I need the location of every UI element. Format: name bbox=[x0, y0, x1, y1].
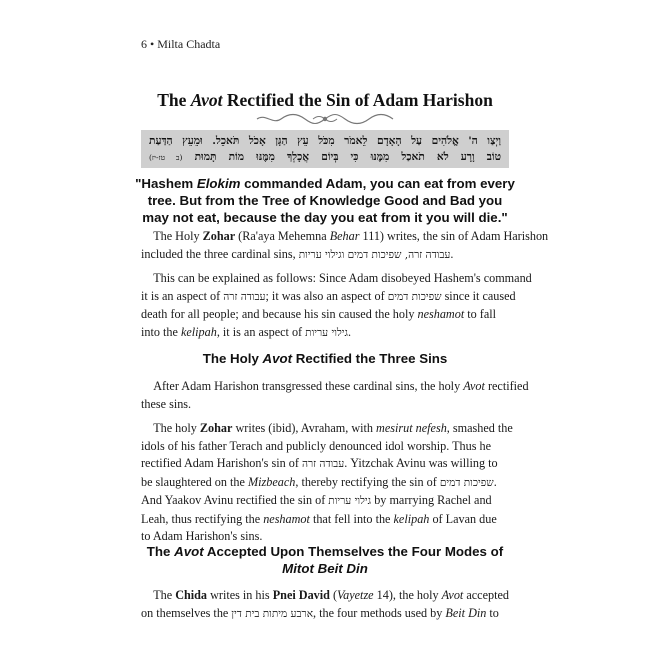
bullet-separator: • bbox=[150, 37, 155, 51]
book-title: Milta Chadta bbox=[157, 37, 221, 51]
translation-line-2: tree. But from the Tree of Knowledge Good and Bad you bbox=[147, 193, 503, 208]
running-head bbox=[141, 37, 220, 52]
paragraph-5: The Chida writes in his Pnei David (Vayetze 14), the holy Avot accepted on themselves the ארבע מיתות בית דין, the four methods used by Beit Din to bbox=[141, 588, 509, 620]
paragraph-3: After Adam Harishon transgressed these cardinal sins, the holy Avot rectified these sins. bbox=[141, 379, 529, 411]
translation-line-1: "Hashem Elokim commanded Adam, you can eat from every bbox=[135, 176, 515, 191]
paragraph-1: The Holy Zohar (Ra'aya Mehemna Behar 111) writes, the sin of Adam Harishon included the three cardinal sins, עבודה זרה, שפיכות דמים וגילוי עריות. bbox=[141, 229, 549, 261]
title-ornament-icon bbox=[255, 112, 395, 126]
page-number: 6 bbox=[141, 37, 147, 51]
section-heading-four-modes: The Avot Accepted Upon Themselves the Four Modes of Mitot Beit Din bbox=[146, 544, 504, 576]
paragraph-4: The holy Zohar writes (ibid), Avraham, with mesirut nefesh, smashed the idols of his father Terach and publicly denounced idol worship. Thus he rectified Adam Harishon's sin of עבודה זרה. Yitzchak Avinu was willing to be slaughtered on the Mizbeach, thereby rectifying the sin of שפיכות דמים. And Yaakov Avinu rectified the sin of גילוי עריות by marrying Rachel and Leah, thus rectifying the neshamot that fell into the kelipah of Lavan due to Adam Harishon's sins. bbox=[141, 421, 513, 543]
verse-line-2: טוֹב וָרָע לֹא תֹאכַל מִמֶּנּוּ כִּי בְּיוֹם אֲכָלְךָ מִמֶּנּוּ מוֹת תָּמוּת (ב טז-יז) bbox=[149, 151, 501, 163]
section-heading-three-sins: The Holy Avot Rectified the Three Sins bbox=[202, 351, 448, 366]
translation-line-3: may not eat, because the day you eat from it you will die." bbox=[142, 210, 508, 225]
hebrew-verse-box bbox=[141, 130, 509, 168]
verse-translation bbox=[130, 175, 520, 226]
paragraph-2: This can be explained as follows: Since Adam disobeyed Hashem's command it is an aspect of עבודה זרה; it was also an aspect of שפיכות דמים since it caused death for all people; and because his sin caused the holy neshamot to fall into the kelipah, it is an aspect of גילוי עריות. bbox=[141, 271, 532, 339]
verse-source: (ב טז-יז) bbox=[149, 153, 183, 162]
verse-line-1: וַיְצַו ה' אֱלֹהִים עַל הָאָדָם לֵאמֹר מִכֹּל עֵץ הַגָּן אָכֹל תֹּאכֵל. וּמֵעֵץ הַדַּעַת bbox=[149, 135, 501, 147]
chapter-title: The Avot Rectified the Sin of Adam Harishon bbox=[157, 90, 493, 110]
